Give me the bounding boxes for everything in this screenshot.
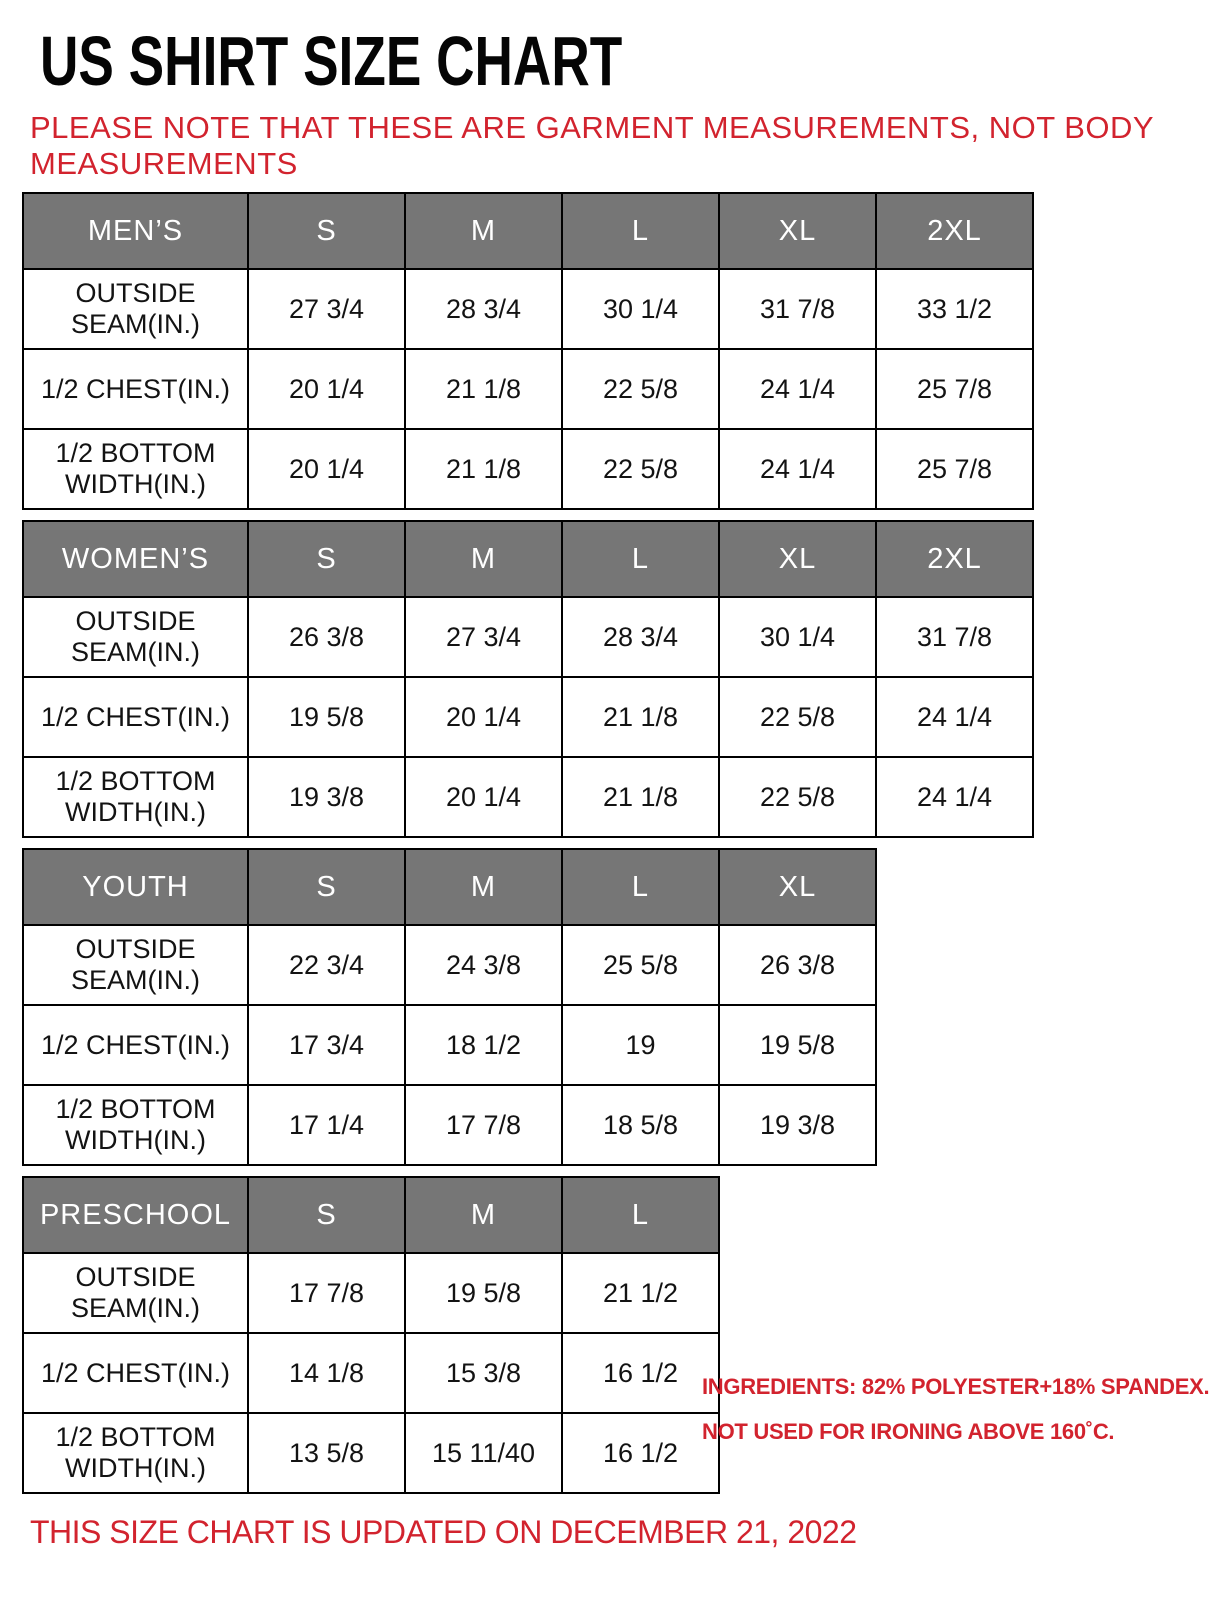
size-header-cell: XL bbox=[719, 849, 876, 925]
table-row bbox=[23, 1085, 876, 1165]
measurement-value-cell: 27 3/4 bbox=[405, 597, 562, 677]
table-row bbox=[23, 1333, 719, 1413]
measurement-value-cell: 27 3/4 bbox=[248, 269, 405, 349]
measurement-value-cell: 21 1/8 bbox=[562, 677, 719, 757]
table-row bbox=[23, 925, 876, 1005]
size-header-cell: XL bbox=[719, 521, 876, 597]
size-table-womens bbox=[22, 520, 1034, 838]
measurement-value-cell: 17 1/4 bbox=[248, 1085, 405, 1165]
measurement-value-cell: 25 7/8 bbox=[876, 349, 1033, 429]
measurement-label-cell: OUTSIDE SEAM(IN.) bbox=[23, 269, 248, 349]
size-header-cell: L bbox=[562, 521, 719, 597]
ingredients-line-2: NOT USED FOR IRONING ABOVE 160˚C. bbox=[702, 1419, 1115, 1444]
measurement-value-cell: 22 5/8 bbox=[719, 677, 876, 757]
measurement-value-cell: 21 1/8 bbox=[562, 757, 719, 837]
size-header-cell: XL bbox=[719, 193, 876, 269]
measurement-value-cell: 16 1/2 bbox=[562, 1413, 719, 1493]
note-line-2: MEASUREMENTS bbox=[30, 146, 298, 181]
measurement-value-cell: 31 7/8 bbox=[719, 269, 876, 349]
size-header-cell: L bbox=[562, 1177, 719, 1253]
measurement-value-cell: 24 1/4 bbox=[876, 757, 1033, 837]
group-label-cell: WOMEN’S bbox=[23, 521, 248, 597]
measurement-value-cell: 22 5/8 bbox=[719, 757, 876, 837]
size-table-preschool bbox=[22, 1176, 720, 1494]
measurement-label-cell: 1/2 CHEST(IN.) bbox=[23, 1333, 248, 1413]
measurement-label-cell: 1/2 CHEST(IN.) bbox=[23, 1005, 248, 1085]
measurement-value-cell: 28 3/4 bbox=[405, 269, 562, 349]
measurement-label-cell: 1/2 CHEST(IN.) bbox=[23, 677, 248, 757]
measurement-value-cell: 13 5/8 bbox=[248, 1413, 405, 1493]
header-row bbox=[23, 521, 1033, 597]
measurement-value-cell: 20 1/4 bbox=[405, 677, 562, 757]
size-table-mens bbox=[22, 192, 1034, 510]
measurement-value-cell: 20 1/4 bbox=[248, 349, 405, 429]
measurement-value-cell: 17 3/4 bbox=[248, 1005, 405, 1085]
note-line-1: PLEASE NOTE THAT THESE ARE GARMENT MEASUREMENTS, NOT BODY bbox=[30, 110, 1155, 145]
size-header-cell: 2XL bbox=[876, 521, 1033, 597]
size-tables bbox=[22, 192, 1220, 1494]
measurement-value-cell: 26 3/8 bbox=[248, 597, 405, 677]
size-header-cell: S bbox=[248, 193, 405, 269]
table-row bbox=[23, 269, 1033, 349]
measurement-value-cell: 18 1/2 bbox=[405, 1005, 562, 1085]
measurement-value-cell: 19 3/8 bbox=[719, 1085, 876, 1165]
measurement-value-cell: 22 5/8 bbox=[562, 349, 719, 429]
measurement-value-cell: 14 1/8 bbox=[248, 1333, 405, 1413]
size-header-cell: M bbox=[405, 849, 562, 925]
measurement-value-cell: 30 1/4 bbox=[719, 597, 876, 677]
measurement-value-cell: 19 5/8 bbox=[405, 1253, 562, 1333]
size-header-cell: M bbox=[405, 193, 562, 269]
measurement-value-cell: 24 1/4 bbox=[719, 429, 876, 509]
measurement-value-cell: 18 5/8 bbox=[562, 1085, 719, 1165]
measurement-value-cell: 15 3/8 bbox=[405, 1333, 562, 1413]
measurement-value-cell: 19 5/8 bbox=[248, 677, 405, 757]
measurement-label-cell: 1/2 CHEST(IN.) bbox=[23, 349, 248, 429]
measurement-value-cell: 20 1/4 bbox=[405, 757, 562, 837]
measurement-value-cell: 31 7/8 bbox=[876, 597, 1033, 677]
garment-measurement-note bbox=[30, 110, 1220, 182]
measurement-value-cell: 16 1/2 bbox=[562, 1333, 719, 1413]
measurement-value-cell: 28 3/4 bbox=[562, 597, 719, 677]
measurement-value-cell: 15 11/40 bbox=[405, 1413, 562, 1493]
measurement-value-cell: 21 1/8 bbox=[405, 349, 562, 429]
measurement-value-cell: 20 1/4 bbox=[248, 429, 405, 509]
size-header-cell: M bbox=[405, 1177, 562, 1253]
ingredients-line-1: INGREDIENTS: 82% POLYESTER+18% SPANDEX. bbox=[702, 1374, 1210, 1399]
measurement-value-cell: 25 7/8 bbox=[876, 429, 1033, 509]
measurement-label-cell: OUTSIDE SEAM(IN.) bbox=[23, 1253, 248, 1333]
size-header-cell: S bbox=[248, 849, 405, 925]
update-date-note: THIS SIZE CHART IS UPDATED ON DECEMBER 21, 2022 bbox=[30, 1514, 857, 1550]
measurement-label-cell: 1/2 BOTTOM WIDTH(IN.) bbox=[23, 429, 248, 509]
table-row bbox=[23, 757, 1033, 837]
group-label-cell: PRESCHOOL bbox=[23, 1177, 248, 1253]
measurement-value-cell: 19 5/8 bbox=[719, 1005, 876, 1085]
group-label-cell: YOUTH bbox=[23, 849, 248, 925]
size-header-cell: 2XL bbox=[876, 193, 1033, 269]
measurement-value-cell: 33 1/2 bbox=[876, 269, 1033, 349]
measurement-value-cell: 24 1/4 bbox=[876, 677, 1033, 757]
size-header-cell: S bbox=[248, 521, 405, 597]
table-row bbox=[23, 429, 1033, 509]
measurement-value-cell: 22 3/4 bbox=[248, 925, 405, 1005]
measurement-value-cell: 17 7/8 bbox=[405, 1085, 562, 1165]
measurement-value-cell: 19 3/8 bbox=[248, 757, 405, 837]
table-row bbox=[23, 1005, 876, 1085]
table-row bbox=[23, 1253, 719, 1333]
measurement-value-cell: 21 1/2 bbox=[562, 1253, 719, 1333]
measurement-value-cell: 22 5/8 bbox=[562, 429, 719, 509]
measurement-value-cell: 21 1/8 bbox=[405, 429, 562, 509]
size-header-cell: L bbox=[562, 193, 719, 269]
size-table-youth bbox=[22, 848, 877, 1166]
measurement-label-cell: OUTSIDE SEAM(IN.) bbox=[23, 597, 248, 677]
measurement-value-cell: 24 3/8 bbox=[405, 925, 562, 1005]
header-row bbox=[23, 1177, 719, 1253]
measurement-label-cell: 1/2 BOTTOM WIDTH(IN.) bbox=[23, 1413, 248, 1493]
size-header-cell: S bbox=[248, 1177, 405, 1253]
measurement-label-cell: 1/2 BOTTOM WIDTH(IN.) bbox=[23, 757, 248, 837]
measurement-value-cell: 19 bbox=[562, 1005, 719, 1085]
size-header-cell: L bbox=[562, 849, 719, 925]
group-label-cell: MEN’S bbox=[23, 193, 248, 269]
measurement-value-cell: 24 1/4 bbox=[719, 349, 876, 429]
header-row bbox=[23, 849, 876, 925]
page-title: US SHIRT SIZE CHART bbox=[40, 22, 623, 100]
ingredients-note bbox=[702, 1364, 1209, 1454]
measurement-value-cell: 30 1/4 bbox=[562, 269, 719, 349]
table-row bbox=[23, 597, 1033, 677]
table-row bbox=[23, 1413, 719, 1493]
measurement-value-cell: 25 5/8 bbox=[562, 925, 719, 1005]
header-row bbox=[23, 193, 1033, 269]
size-header-cell: M bbox=[405, 521, 562, 597]
measurement-label-cell: OUTSIDE SEAM(IN.) bbox=[23, 925, 248, 1005]
measurement-label-cell: 1/2 BOTTOM WIDTH(IN.) bbox=[23, 1085, 248, 1165]
table-row bbox=[23, 677, 1033, 757]
measurement-value-cell: 17 7/8 bbox=[248, 1253, 405, 1333]
table-row bbox=[23, 349, 1033, 429]
measurement-value-cell: 26 3/8 bbox=[719, 925, 876, 1005]
